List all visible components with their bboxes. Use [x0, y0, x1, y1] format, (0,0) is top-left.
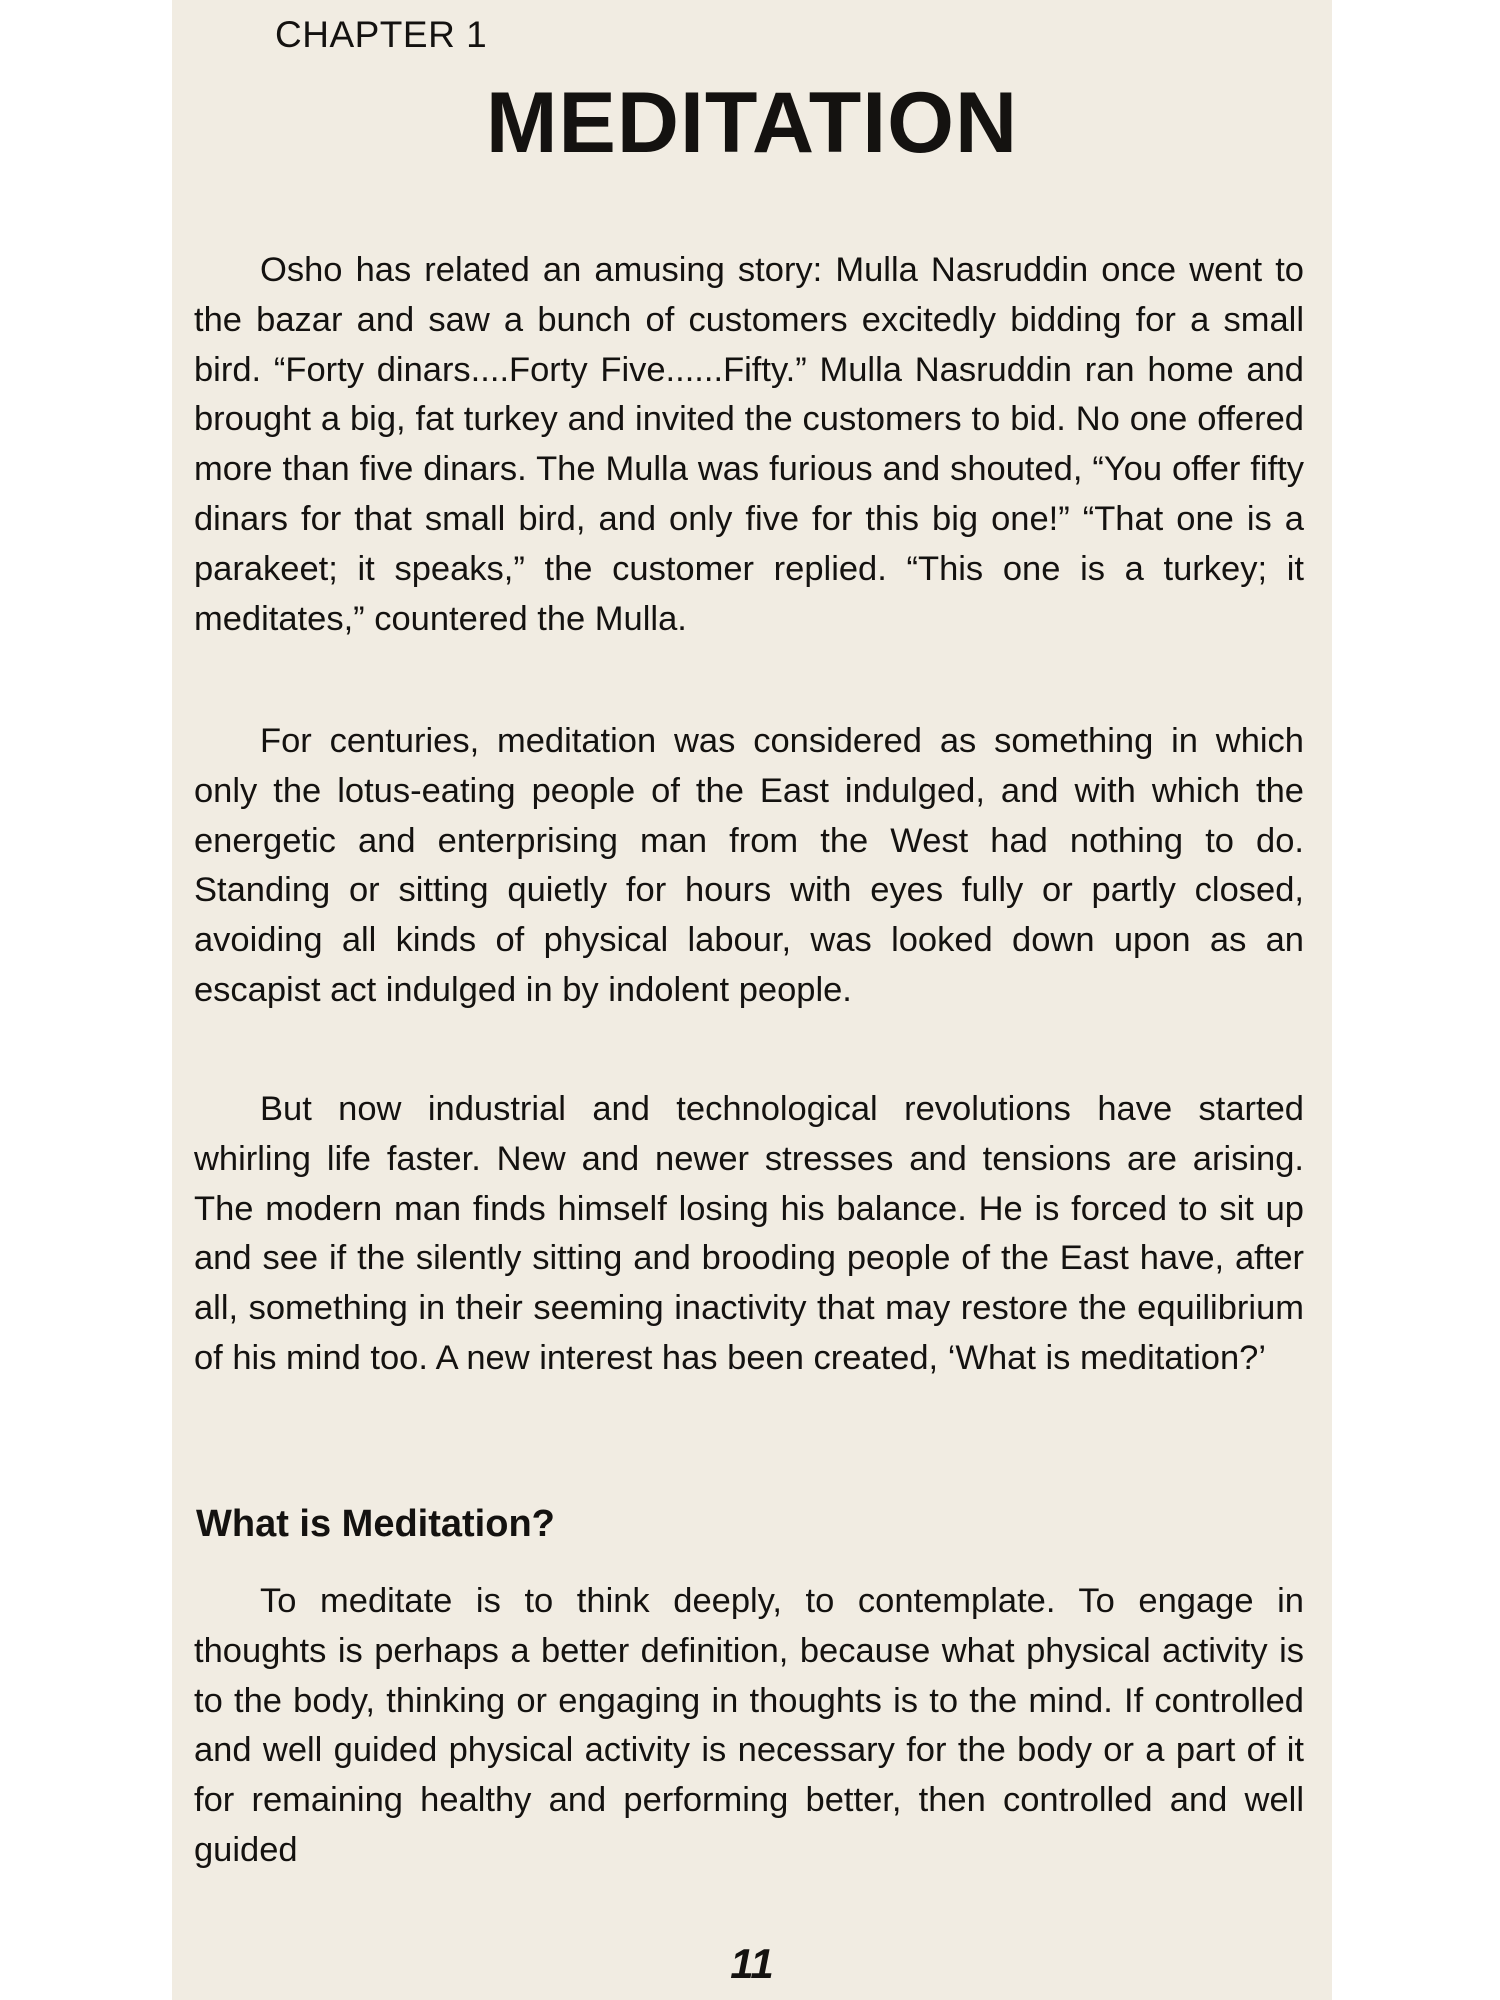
- chapter-title: MEDITATION: [485, 75, 1019, 171]
- paragraph-1: Osho has related an amusing story: Mulla Nasruddin once went to the bazar and saw a bunch of customers excitedly bidding for a small bird. “Forty dinars....Forty Five......Fifty.” Mulla Nasruddin ran home and brought a big, fat turkey and invited the customers to bid. No one offered more than five dinars. The Mulla was furious and shouted, “You offer fifty dinars for that small bird, and only five for this big one!” “That one is a parakeet; it speaks,” the customer replied. “This one is a turkey; it meditates,” countered the Mulla.: [194, 251, 1304, 638]
- section-paragraph: To meditate is to think deeply, to contemplate. To engage in thoughts is perhaps a better definition, because what physical activity is to the body, thinking or engaging in thoughts is to the mind. If controlled and well guided physical activity is necessary for the body or a part of it for remaining healthy and performing better, then controlled and well guided: [194, 1582, 1304, 1869]
- section-heading: What is Meditation?: [196, 1503, 555, 1545]
- paragraph-3: But now industrial and technological revolutions have started whirling life faster. New and newer stresses and tensions are arising. The modern man finds himself losing his balance. He is forced to sit up and see if the silently sitting and brooding people of the East have, after all, something in their seeming inactivity that may restore the equilibrium of his mind too. A new interest has been created, ‘What is meditation?’: [194, 1090, 1304, 1377]
- page-number: 11: [730, 1940, 774, 1987]
- section-paragraph-block: [194, 1577, 1304, 1876]
- chapter-label: CHAPTER 1: [275, 14, 488, 55]
- book-page: [172, 0, 1332, 2000]
- paragraph-2-block: [194, 717, 1304, 1016]
- paragraph-2: For centuries, meditation was considered as something in which only the lotus-eating people of the East indulged, and with which the energetic and enterprising man from the West had nothing to do. Standing or sitting quietly for hours with eyes fully or partly closed, avoiding all kinds of physical labour, was looked down upon as an escapist act indulged in by indolent people.: [194, 722, 1304, 1009]
- paragraph-3-block: [194, 1085, 1304, 1384]
- paragraph-1-block: [194, 246, 1304, 644]
